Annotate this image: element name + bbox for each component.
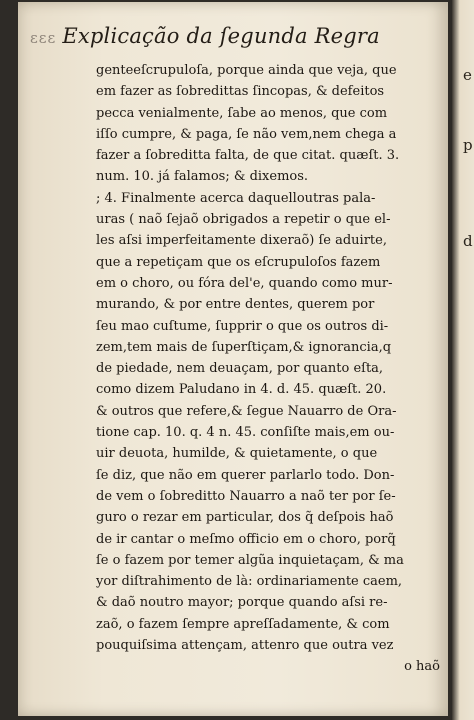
text-line: murando, & por entre dentes, querem por: [96, 297, 375, 313]
facing-page-letter: p: [463, 136, 473, 154]
text-line: em fazer as ſobredittas ſincopas, & defeitos: [96, 84, 385, 100]
text-line: yor diſtrahimento de là: ordinariamente caem,: [96, 574, 403, 590]
text-line: pouquiſsima attençam, attenro que outra vez: [96, 638, 394, 654]
text-line: uir deuota, humilde, & quietamente, o que: [96, 446, 378, 462]
text-line: pecca venialmente, ſabe ao menos, que com: [96, 105, 388, 121]
catchword-line: o haõ: [404, 659, 440, 675]
text-line: em o choro, ou fóra del'e, quando como mur-: [96, 275, 393, 291]
text-line: que a repetiçam que os eſcrupuloſos fazem: [96, 254, 381, 270]
text-line: tione cap. 10. q. 4 n. 45. conſiſte mais,em ou-: [96, 425, 395, 441]
text-line: fazer a ſobreditta falta, de que citat. quæſt. 3.: [96, 148, 400, 164]
page-title: Explicação da ſegunda Regra: [62, 24, 380, 48]
text-line: de vem o ſobreditto Nauarro a naõ ter por ſe-: [96, 488, 396, 504]
facing-page-edge: [452, 0, 474, 720]
text-line: guro o rezar em particular, dos q̃ deſpois haõ: [96, 510, 394, 526]
text-line: ſe diz, que não em querer parlarlo todo. Don-: [96, 467, 395, 483]
text-line: iſſo cumpre, & paga, ſe não vem,nem chega a: [96, 126, 397, 142]
text-line: uras ( naõ ſejaõ obrigados a repetir o que el-: [96, 212, 391, 228]
text-line: de ir cantar o meſmo officio em o choro, porq̃: [96, 531, 396, 547]
facing-page-letter: d: [463, 232, 473, 250]
text-line: zem,tem mais de ſuperſtiçam,& ignorancia,q: [96, 339, 392, 355]
text-line: num. 10. já falamos; & dixemos.: [96, 169, 309, 185]
text-line: zaõ, o fazem ſempre apreſſadamente, & com: [96, 616, 390, 632]
text-line: & outros que refere,& ſegue Nauarro de Ora-: [96, 403, 397, 419]
facing-page-letter: e: [463, 66, 472, 84]
text-line: ; 4. Finalmente acerca daquelloutras pala-: [96, 190, 376, 206]
head-ornament: ɛɛɛ: [30, 29, 57, 47]
text-line: genteeſcrupuloſa, porque ainda que veja, que: [96, 63, 397, 78]
text-line: & daõ noutro mayor; porque quando aſsi re-: [96, 595, 388, 611]
body-text: [96, 60, 440, 678]
text-line: como dizem Paludano in 4. d. 45. quæſt. 20.: [96, 382, 387, 398]
text-line: les aſsi imperfeitamente dixeraõ) ſe aduirte,: [96, 233, 387, 249]
text-line: ſe o fazem por temer algũa inquietaçam, & ma: [96, 552, 404, 568]
text-line: de piedade, nem deuaçam, por quanto eſta,: [96, 361, 384, 377]
running-head: [30, 24, 430, 48]
text-line: ſeu mao cuſtume, ſupprir o que os outros di-: [96, 318, 389, 334]
